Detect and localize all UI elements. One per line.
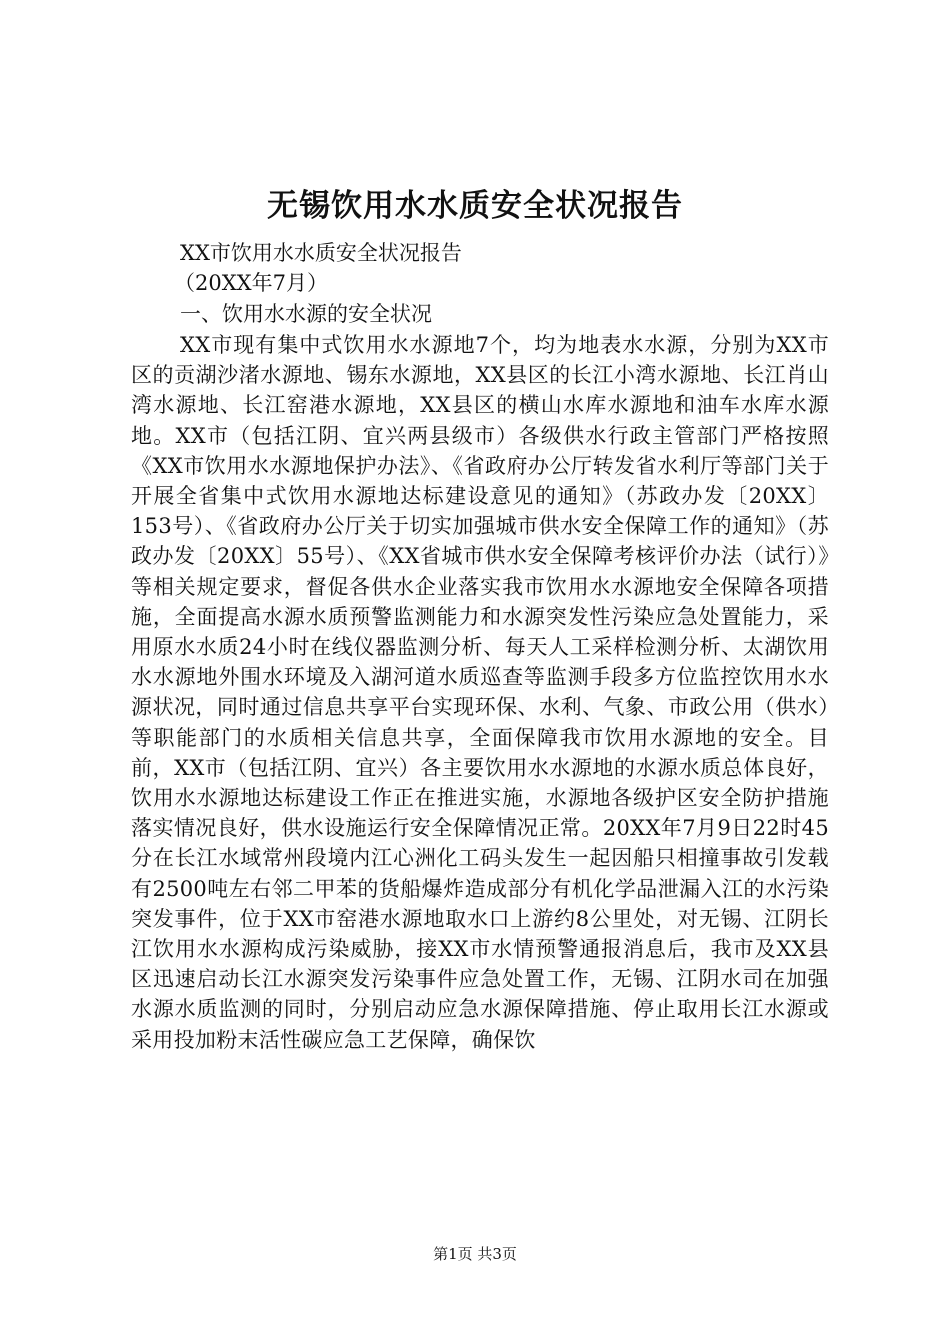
report-date: （20XX年7月） bbox=[174, 271, 328, 295]
body-paragraph: XX市现有集中式饮用水水源地7个，均为地表水水源，分别为XX市区的贡湖沙渚水源地、锡东水源地，XX县区的长江小湾水源地、长江肖山湾水源地、长江窑港水源地，XX县区的横山水库水源地和油车水库水源地。XX市（包括江阴、宜兴两县级市）各级供水行政主管部门严格按照《XX市饮用水水源地保护办法》、《省政府办公厅转发省水利厅等部门关于开展全省集中式饮用水源地达标建设意见的通知》（苏政办发〔20XX〕153号）、《省政府办公厅关于切实加强城市供水安全保障工作的通知》（苏政办发〔20XX〕55号）、《XX省城市供水安全保障考核评价办法（试行）》等相关规定要求，督促各供水企业落实我市饮用水水源地安全保障各项措施，全面提高水源水质预警监测能力和水源突发性污染应急处置能力，采用原水水质24小时在线仪器监测分析、每天人工采样检测分析、太湖饮用水水源地外围水环境及入湖河道水质巡查等监测手段多方位监控饮用水水源状况，同时通过信息共享平台实现环保、水利、气象、市政公用（供水）等职能部门的水质相关信息共享，全面保障我市饮用水源地的安全。目前，XX市（包括江阴、宜兴）各主要饮用水水源地的水源水质总体良好，饮用水水源地达标建设工作正在推进实施，水源地各级护区安全防护措施落实情况良好，供水设施运行安全保障情况正常。20XX年7月9日22时45分在长江水域常州段境内江心洲化工码头发生一起因船只相撞事故引发载有2500吨左右邻二甲苯的货船爆炸造成部分有机化学品泄漏入江的水污染突发事件，位于XX市窑港水源地取水口上游约8公里处，对无锡、江阴长江饮用水水源构成污染威胁，接XX市水情预警通报消息后，我市及XX县区迅速启动长江水源突发污染事件应急处置工作，无锡、江阴水司在加强水源水质监测的同时，分别启动应急水源保障措施、停止取用长江水源或采用投加粉末活性碳应急工艺保障，确保饮 bbox=[131, 333, 829, 1052]
section-heading: 一、饮用水水源的安全状况 bbox=[180, 302, 432, 326]
page-title: 无锡饮用水水质安全状况报告 bbox=[267, 188, 683, 224]
report-subtitle: XX市饮用水水质安全状况报告 bbox=[180, 241, 462, 265]
page-footer: 第1页 共3页 bbox=[433, 1245, 517, 1263]
